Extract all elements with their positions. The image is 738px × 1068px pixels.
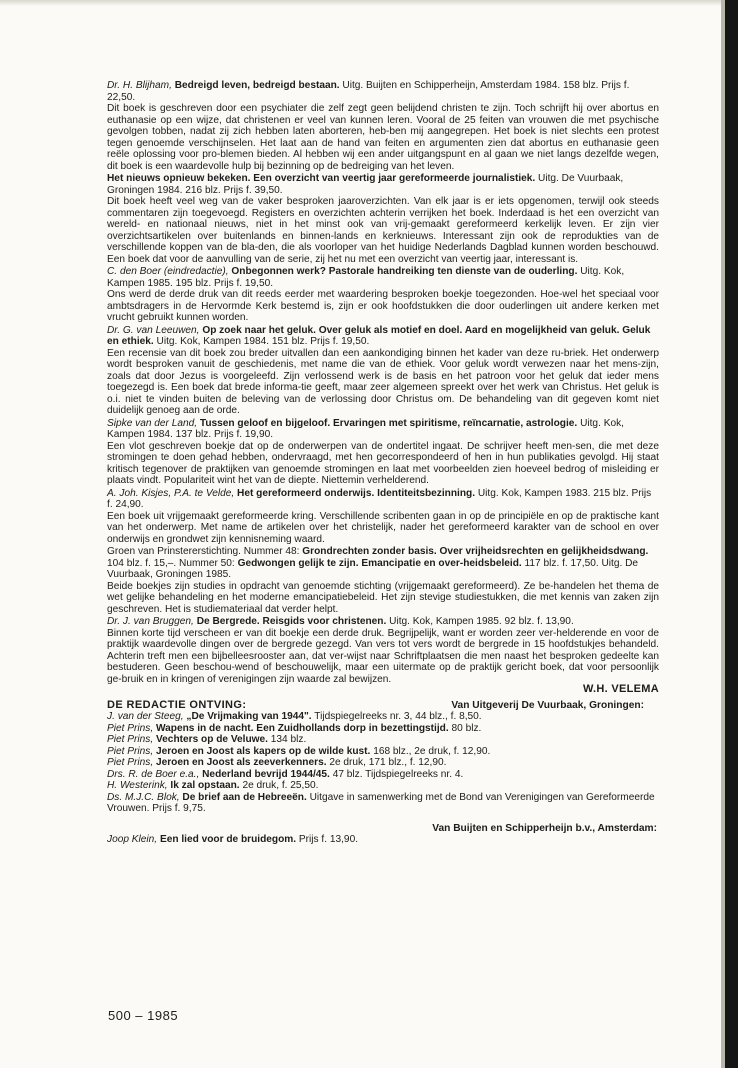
review-title: Onbegonnen werk? Pastorale handreiking ten dienste van de ouderling. <box>231 266 578 277</box>
review-publication: Uitg. De Vuurbaak, Groningen 1984. 216 blz. Prijs f. 39,50. <box>107 173 624 196</box>
review-body: Dit boek is geschreven door een psychiater die zelf zegt geen belijdend christen te zijn. Toch schrijft hij over abortus en euthanasie op een wijze, dat christenen er veel van kunnen leren. Vooral de 25 feiten van vrouwen die met psychische gevolgen tobben, nadat zij zich hebben laten aborteren, heb-ben mij aangegrepen. Het boek is niet slechts een protest tegen genoemde verschijnselen. Het laat aan de hand van feiten en argumenten zien dat abortus en euthanasie geen reële oplossing voor pro-blemen bieden. Al hebben wij een ander uitgangspunt en al gaan we niet langs dezelfde wegen, dit boek is een waardevolle hulp bij bezinning op de bedreiging van het leven. <box>107 103 659 172</box>
review-heading <box>107 546 659 581</box>
received-item <box>107 734 659 746</box>
received-details: 134 blz. <box>270 734 307 745</box>
review-author: Sipke van der Land, <box>107 417 198 429</box>
received-details: 2e druk, 171 blz., f. 12,90. <box>329 757 447 768</box>
received-item <box>107 757 659 769</box>
received-item <box>107 723 659 735</box>
review-publication: Uitg. Kok, Kampen 1984. 151 blz. Prijs f. 19,50. <box>156 336 370 347</box>
review-publication: Uitg. Kok, Kampen 1984. 137 blz. Prijs f. 19,90. <box>107 417 624 440</box>
received-author: Piet Prins, <box>107 745 154 757</box>
publisher-heading-vuurbaak: Van Uitgeverij De Vuurbaak, Groningen: <box>451 699 644 711</box>
review-title: Op zoek naar het geluk. Over geluk als motief en doel. Aard en mogelijkheid van geluk. Geluk en ethiek. <box>107 324 651 347</box>
review-publication: Uitg. Kok, Kampen 1983. 215 blz. Prijs f. 24,90. <box>107 487 652 510</box>
review-entry <box>107 546 659 615</box>
received-details: Prijs f. 13,90. <box>298 834 359 845</box>
received-title: De brief aan de Hebreeën. <box>182 791 307 803</box>
review-author: A. Joh. Kisjes, P.A. te Velde, <box>107 487 235 499</box>
received-details: 80 blz. <box>451 722 482 734</box>
review-body: Een boek uit vrijgemaakt gereformeerde kring. Verschillende scribenten gaan in op de principiële en op de praktische kant van het onderwerp. Met name de artikelen over het christelijk, nader het gereformeerd karakter van de school en over onderwijs en grondwet zijn kennisneming waard. <box>107 510 659 545</box>
review-heading <box>107 616 659 628</box>
review-title: Tussen geloof en bijgeloof. Ervaringen met spiritisme, reïncarnatie, astrologie. <box>199 417 578 429</box>
received-author: Piet Prins, <box>107 722 154 734</box>
review-heading <box>107 266 659 289</box>
review-entry <box>107 173 659 265</box>
review-title: Grondrechten zonder basis. Over vrijheidsrechten en gelijkheidsdwang. <box>302 546 649 557</box>
received-item <box>107 711 659 723</box>
received-title: „De Vrijmaking van 1944". <box>186 711 312 722</box>
received-author: Piet Prins, <box>107 734 154 745</box>
review-title: Het nieuws opnieuw bekeken. Een overzicht van veertig jaar gereformeerde journalistiek. <box>107 173 536 184</box>
review-body: Een recensie van dit boek zou breder uitvallen dan een aankondiging binnen het kader van deze ru-briek. Het onderwerp wordt besproken vanuit de geschiedenis, met name die van de ethiek. Voor geluk wordt verwezen naar het mens-zijn, zoals dat door Jezus is voorgeleefd. Zijn verlossend werk is de basis en het patroon voor het geluk dat ieder mens toegezegd is. Een boek dat brede informa-tie geeft, maar zeer algemeen spreekt over het werk van Christus. Het geluk is o.i. niet te vinden buiten de beleving van de verlossing door Christus om. De behandeling van dit gegeven komt niet duidelijk genoeg aan de orde. <box>107 347 659 416</box>
review-body: Ons werd de derde druk van dit reeds eerder met waardering besproken boekje toegezonden. Hoe-wel het speciaal voor ambtsdragers in de Hervormde Kerk bestemd is, zijn er ook hoofdstukken die door ouderlingen uit andere kerken met vrucht gebruikt kunnen worden. <box>107 289 659 323</box>
received-item <box>107 780 659 792</box>
review-title: Het gereformeerd onderwijs. Identiteitsbezinning. <box>237 487 476 499</box>
review-heading <box>107 418 659 441</box>
received-author: Drs. R. de Boer e.a., <box>107 768 200 780</box>
received-title: Jeroen en Joost als kapers op de wilde kust. <box>155 745 371 757</box>
review-publication: Uitg. Kok, Kampen 1985. 92 blz. f. 13,90. <box>389 616 574 627</box>
review-series-detail: 104 blz. f. 15,–. Nummer 50: <box>107 557 235 569</box>
review-series: Groen van Prinstererstichting. Nummer 48: <box>107 546 300 557</box>
review-author: C. den Boer (eindredactie), <box>107 266 229 277</box>
review-publication: 117 blz. f. 17,50. Uitg. De Vuurbaak, Groningen 1985. <box>107 557 639 580</box>
received-title: Jeroen en Joost als zeeverkenners. <box>155 757 327 768</box>
received-author: Ds. M.J.C. Blok, <box>107 791 180 803</box>
review-author: Dr. J. van Bruggen, <box>107 616 194 627</box>
review-heading <box>107 173 659 196</box>
received-author: J. van der Steeg, <box>107 711 184 722</box>
publisher-heading-buijten: Van Buijten en Schipperheijn b.v., Amsterdam: <box>432 822 657 834</box>
received-item <box>107 834 659 846</box>
review-entry <box>107 325 659 417</box>
review-entry <box>107 488 659 546</box>
review-entry <box>107 616 659 685</box>
received-title: Wapens in de nacht. Een Zuidhollands dorp in bezettingstijd. <box>155 722 449 734</box>
received-details: Tijdspiegelreeks nr. 3, 44 blz., f. 8,50. <box>314 711 482 722</box>
received-item <box>107 792 659 815</box>
received-item <box>107 746 659 758</box>
received-section <box>107 700 659 846</box>
received-author: H. Westerink, <box>107 780 168 791</box>
review-entry <box>107 266 659 324</box>
binding-spine <box>725 0 738 1068</box>
review-body: Beide boekjes zijn studies in opdracht van genoemde stichting (vrijgemaakt gereformeerd). Ze be-handelen het thema de wet gelijke behandeling en het moderne emancipatiebeleid. Het zijn stevige studiestukken, die met kennis van zaken zijn geschreven. Het is studiemateriaal dat verder helpt. <box>107 580 659 615</box>
received-item <box>107 769 659 781</box>
received-list-vuurbaak <box>107 711 659 815</box>
received-author: Piet Prins, <box>107 757 154 768</box>
review-heading <box>107 80 659 103</box>
review-body: Binnen korte tijd verscheen er van dit boekje een derde druk. Begrijpelijk, want er worden zeer ver-helderende en voor de praktijk waardevolle dingen over de bergrede gezegd. Van vers tot vers wordt de bergrede in 15 hoofdstukjes behandeld. Achterin treft men een bijbelleesrooster aan, dat ver-wijst naar Schriftplaatsen die men naast het besproken gedeelte kan bestuderen. Geen beschou-wend of beschouwelijk, maar een uitermate op de praktijk gericht boek, dat voor persoonlijk ge-bruik en in kringen of verenigingen zijn waarde zal bewijzen. <box>107 627 659 685</box>
received-details: Uitgave in samenwerking met de Bond van Verenigingen van Gereformeerde Vrouwen. Prijs f. 9,75. <box>107 791 655 814</box>
review-title: Bedreigd leven, bedreigd bestaan. <box>174 80 340 91</box>
received-title: Ik zal opstaan. <box>170 780 240 791</box>
page-number: 500 – 1985 <box>108 1008 179 1023</box>
received-details: 2e druk, f. 25,50. <box>242 780 319 791</box>
review-author: Dr. H. Blijham, <box>107 80 172 91</box>
review-body: Dit boek heeft veel weg van de vaker besproken jaaroverzichten. Van elk jaar is er iets opgenomen, terwijl ook steeds commentaren zijn toegevoegd. Registers en overzichten achterin verrijken het boek. Inderdaad is het een overzicht van wereld- en nationaal nieuws, niet in het minst ook van vrij-gemaakt gereformeerd kerkelijk leven. Er zijn vier overzichtsartikelen over buitenlands en binnen-lands en kerknieuws. Interessant zijn ook de reprodukties van de verschillende koppen van de bla-den, die als voorloper van het huidige Nederlands Dagblad kunnen worden beschouwd. Een boek dat voor de aanvulling van de serie, zij het nu met een overzicht van veertig jaar, interessant is. <box>107 196 659 265</box>
review-entry <box>107 418 659 487</box>
received-title: Een lied voor de bruidegom. <box>159 834 297 845</box>
review-title: De Bergrede. Reisgids voor christenen. <box>196 616 387 627</box>
reviewer-signature: W.H. VELEMA <box>582 683 659 695</box>
review-publication: Uitg. Kok, Kampen 1985. 195 blz. Prijs f. 19,50. <box>107 266 625 289</box>
review-body: Een vlot geschreven boekje dat op de onderwerpen van de ondertitel ingaat. De schrijver heeft men-sen, die met deze stromingen te doen gehad hebben, ondervraagd, met hen gecorrespondeerd of hen in hun publikaties gevolgd. Hij staat kritisch tegenover de praktijken van genoemde stromingen en laat met voorbeelden zien hoeveel bedrog of misleiding er plaats vindt. Populariteit wint het van de diepte. Niettemin verhelderend. <box>107 440 659 486</box>
received-heading: DE REDACTIE ONTVING: <box>107 698 247 711</box>
received-title: Nederland bevrijd 1944/45. <box>202 768 330 780</box>
received-title: Vechters op de Veluwe. <box>155 734 268 745</box>
review-list <box>107 80 659 685</box>
page-top-shadow <box>0 0 725 6</box>
review-publication: Uitg. Buijten en Schipperheijn, Amsterdam 1984. 158 blz. Prijs f. 22,50. <box>107 80 630 103</box>
received-details: 168 blz., 2e druk, f. 12,90. <box>373 745 491 757</box>
review-title-2: Gedwongen gelijk te zijn. Emancipatie en over-heidsbeleid. <box>237 557 522 569</box>
review-author: Dr. G. van Leeuwen, <box>107 324 200 336</box>
review-heading <box>107 325 659 348</box>
received-list-buijten <box>107 834 659 846</box>
review-entry <box>107 80 659 172</box>
received-details: 47 blz. Tijdspiegelreeks nr. 4. <box>332 768 464 780</box>
received-author: Joop Klein, <box>107 834 158 845</box>
received-header <box>107 700 659 712</box>
review-heading <box>107 488 659 511</box>
page-content <box>107 80 659 846</box>
